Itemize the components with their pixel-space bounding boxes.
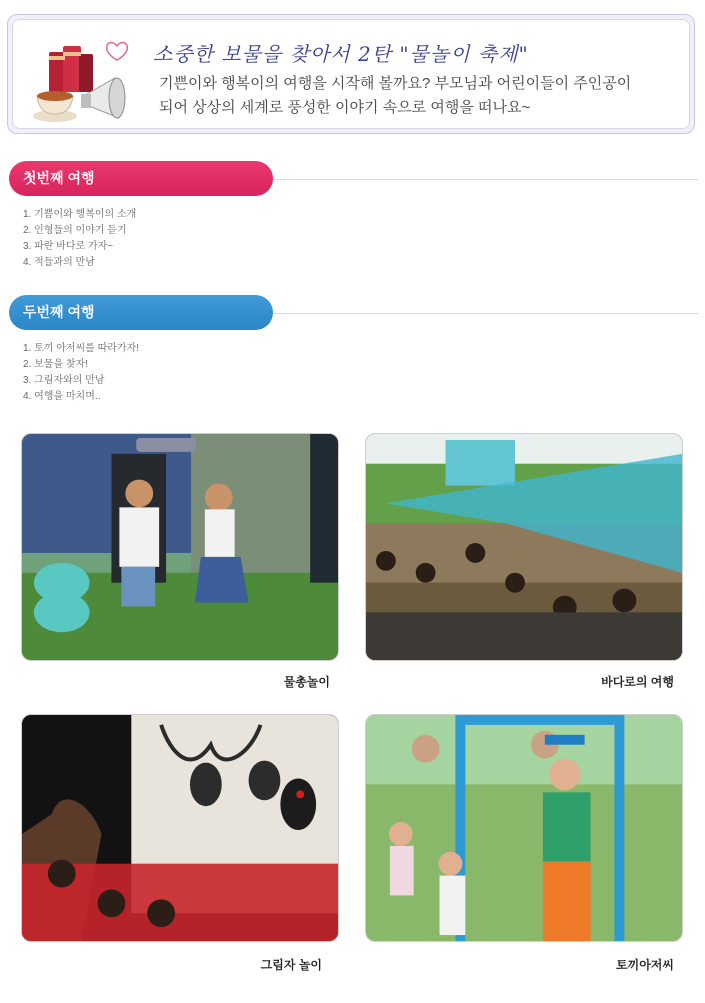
photo-caption: 바다로의 여행 bbox=[601, 675, 674, 689]
photo-water-gun-play bbox=[21, 433, 339, 661]
list-item: 4. 여행을 마치며.. bbox=[23, 391, 101, 402]
list-item: 2. 인형들의 이야기 듣기 bbox=[23, 225, 127, 236]
list-item: 2. 보물을 찾자! bbox=[23, 359, 88, 370]
list-item: 3. 파란 바다로 가자~ bbox=[23, 241, 114, 252]
intro-card bbox=[7, 14, 695, 134]
intro-card-inner bbox=[12, 19, 690, 129]
intro-description-line-2: 되어 상상의 세계로 풍성한 이야기 속으로 여행을 떠나요~ bbox=[159, 99, 531, 116]
intro-description bbox=[159, 72, 699, 120]
intro-description-line-1: 기쁜이와 행복이의 여행을 시작해 볼까요? 부모님과 어린이들이 주인공이 bbox=[159, 75, 632, 92]
second-trip-list bbox=[23, 341, 139, 405]
first-trip-heading: 첫번째 여행 bbox=[9, 161, 273, 196]
header-illustration bbox=[27, 34, 137, 126]
intro-title: 소중한 보물을 찾아서 2탄 "물놀이 축제" bbox=[153, 42, 529, 66]
second-trip-section bbox=[9, 295, 699, 415]
first-trip-list bbox=[23, 207, 136, 271]
list-item: 1. 토끼 아저씨를 따라가자! bbox=[23, 343, 140, 354]
photo-sea-trip bbox=[365, 433, 683, 661]
first-trip-section bbox=[9, 161, 699, 281]
list-item: 1. 기쁨이와 행복이의 소개 bbox=[23, 209, 137, 220]
photo-shadow-play bbox=[21, 714, 339, 942]
books-icon bbox=[49, 46, 93, 92]
photo-caption: 물총놀이 bbox=[283, 675, 330, 689]
section-divider bbox=[273, 179, 698, 180]
section-divider bbox=[273, 313, 698, 314]
second-trip-heading: 두번째 여행 bbox=[9, 295, 273, 330]
photo-rabbit-man bbox=[365, 714, 683, 942]
heart-icon bbox=[107, 43, 128, 60]
teacup-icon bbox=[33, 91, 77, 122]
photo-caption: 그림자 놀이 bbox=[260, 958, 322, 972]
list-item: 4. 적들과의 만남 bbox=[23, 257, 95, 268]
photo-caption: 토끼아저씨 bbox=[616, 958, 674, 972]
list-item: 3. 그림자와의 만남 bbox=[23, 375, 105, 386]
